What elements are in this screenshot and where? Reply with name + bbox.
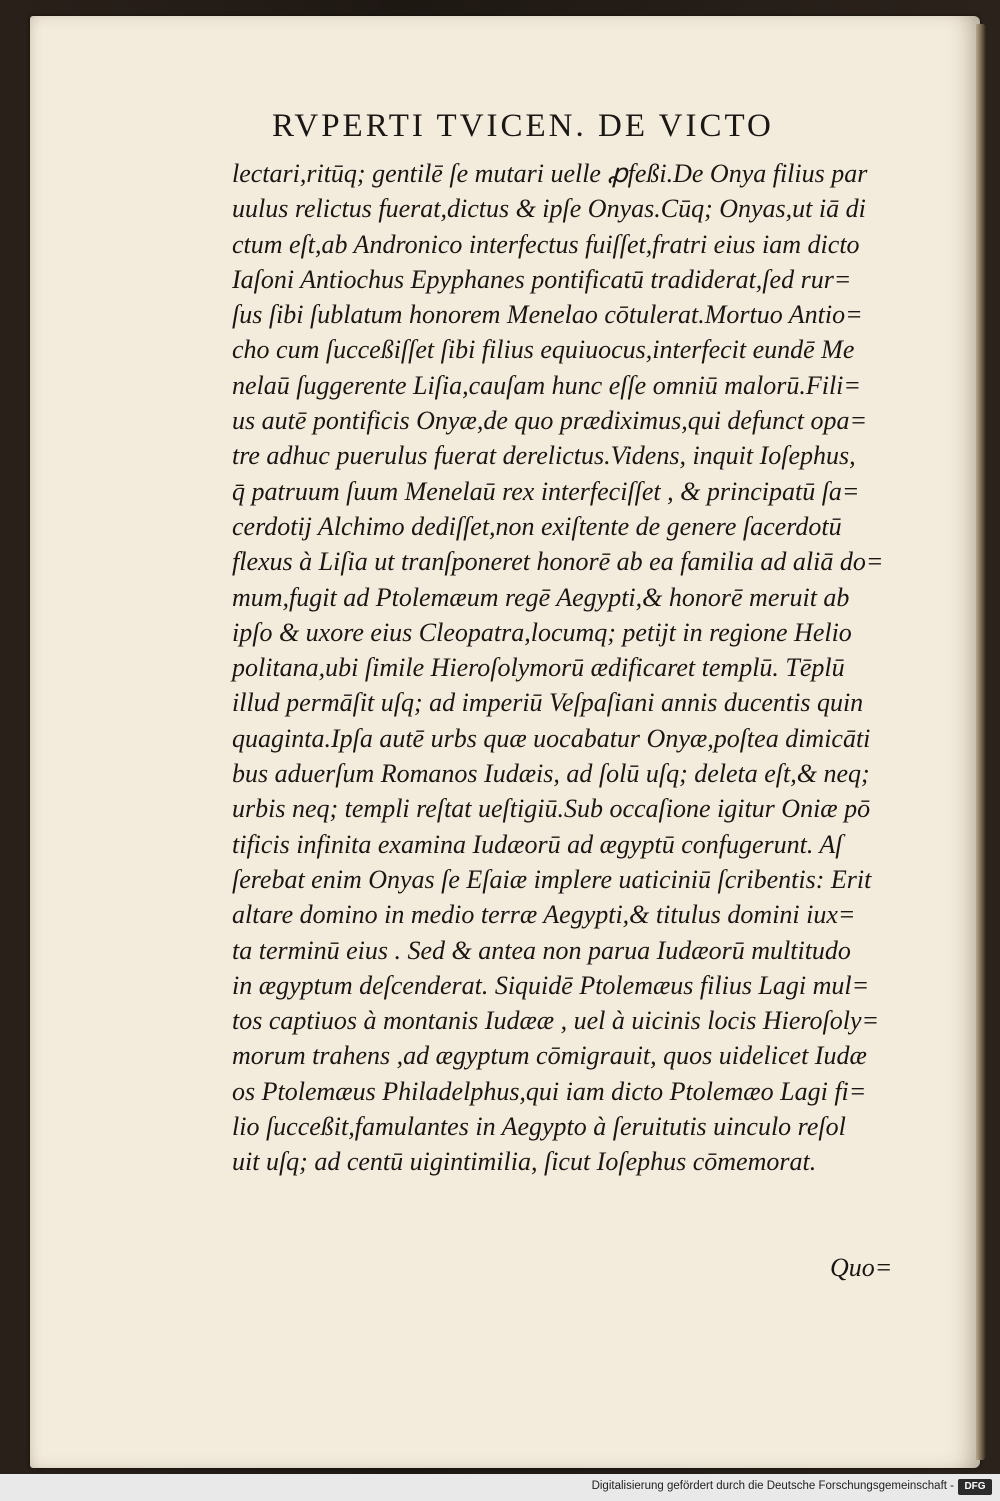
text-line: ſerebat enim Onyas ſe Eſaiæ implere uaticiniū ſcribentis: Erit [232,864,872,894]
text-line: cerdotij Alchimo dediſſet,non exiſtente de genere ſacerdotū [232,511,842,541]
text-line: urbis neq; templi reſtat ueſtigiū.Sub occaſione igitur Oniæ pō [232,794,871,824]
body-text [232,156,922,1180]
text-line: ipſo & uxore eius Cleopatra,locumq; petijt in regione Helio [232,617,852,647]
text-line: uulus relictus fuerat,dictus & ipſe Onyas.Cūq; Onyas,ut iā di [232,194,866,224]
text-line: cho cum ſucceßiſſet ſibi filius equiuocus,interfecit eundē Me [232,335,855,365]
text-line: illud permāſit uſq; ad imperiū Veſpaſiani annis ducentis quin [232,688,864,718]
text-line: flexus à Liſia ut tranſponeret honorē ab ea familia ad aliā do= [232,547,884,577]
catchword: Quo= [830,1253,893,1282]
text-line: bus aduerſum Romanos Iudæis, ad ſolū uſq; deleta eſt,& neq; [232,759,870,789]
text-line: politana,ubi ſimile Hieroſolymorū ædificaret templū. Tēplū [232,653,845,683]
text-line: nelaū ſuggerente Liſia,cauſam hunc eſſe omniū malorū.Fili= [232,370,861,400]
text-line: ctum eſt,ab Andronico interfectus fuiſſet,fratri eius iam dicto [232,229,860,259]
text-line: q̄ patruum ſuum Menelaū rex interfeciſſet , & principatū ſa= [232,476,860,506]
text-line: uit uſq; ad centū uigintimilia, ſicut Ioſephus cōmemorat. [232,1147,817,1177]
page-edge [976,24,986,1460]
text-line: morum trahens ,ad ægyptum cōmigrauit, quos uidelicet Iudæ [232,1041,867,1071]
text-line: quaginta.Ipſa autē urbs quæ uocabatur Onyæ,poſtea dimicāti [232,723,871,753]
text-line: os Ptolemæus Philadelphus,qui iam dicto Ptolemæo Lagi fi= [232,1076,867,1106]
text-line: tre adhuc puerulus fuerat derelictus.Videns, inquit Ioſephus, [232,441,856,471]
text-line: mum,fugit ad Ptolemæum regē Aegypti,& honorē meruit ab [232,582,850,612]
dfg-logo: DFG [958,1479,992,1495]
text-line: us autē pontificis Onyæ,de quo prædiximus,qui defunct opa= [232,406,867,436]
text-line: lectari,ritūq; gentilē ſe mutari uelle ꝓfeßi.De Onya filius par [232,159,868,188]
text-line: Iaſoni Antiochus Epyphanes pontificatū tradiderat,ſed rur= [232,264,852,294]
text-line: in ægyptum deſcenderat. Siquidē Ptolemæus filius Lagi mul= [232,970,870,1000]
text-line: lio ſucceßit,famulantes in Aegypto à ſeruitutis uinculo reſol [232,1112,846,1142]
text-line: altare domino in medio terræ Aegypti,& titulus domini iux= [232,900,856,930]
footer-bar [0,1474,1000,1501]
text-line: ſus ſibi ſublatum honorem Menelao cōtulerat.Mortuo Antio= [232,300,863,330]
text-line: tificis infinita examina Iudæorū ad ægyptū confugerunt. Aſ [232,829,843,859]
text-line: tos captiuos à montanis Iudææ , uel à uicinis locis Hieroſoly= [232,1006,880,1036]
footer-credit: Digitalisierung gefördert durch die Deutsche Forschungsgemeinschaft - [591,1480,954,1492]
running-head: RVPERTI TVICEN. DE VICTO [272,108,774,144]
text-line: ta terminū eius . Sed & antea non parua Iudæorū multitudo [232,935,851,965]
